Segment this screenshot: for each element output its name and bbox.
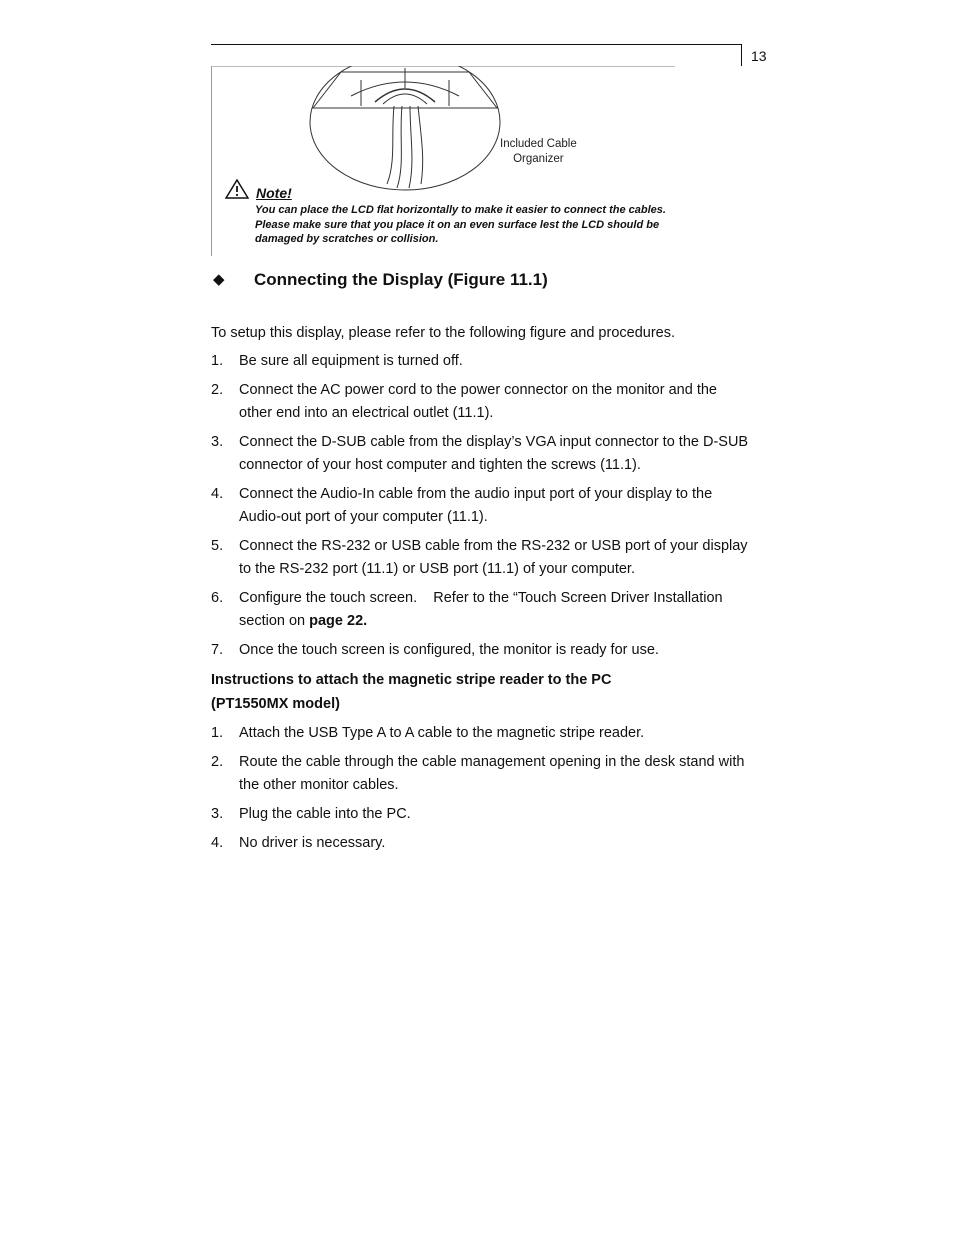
- list-item: 6. Configure the touch screen. Refer to the “Touch Screen Driver Installation section on page 22.: [211, 590, 727, 629]
- list-item: 2. Route the cable through the cable management opening in the desk stand with the other monitor cables.: [211, 754, 745, 793]
- figure-frame-left: [211, 66, 212, 256]
- note-title: Note!: [256, 185, 292, 201]
- intro-text: To setup this display, please refer to the following figure and procedures.: [211, 325, 675, 341]
- warning-triangle-icon: [225, 179, 249, 199]
- section-title: Connecting the Display (Figure 11.1): [254, 270, 548, 289]
- page-number: 13: [751, 48, 767, 64]
- page-reference: page 22.: [309, 613, 368, 629]
- header-rule: [211, 44, 741, 45]
- section-heading: [213, 270, 548, 290]
- list-item: 1. Attach the USB Type A to A cable to the magnetic stripe reader.: [211, 725, 645, 741]
- list-item: 5. Connect the RS-232 or USB cable from the RS-232 or USB port of your display to the RS-232 port (11.1) or USB port (11.1) of your computer.: [211, 538, 748, 577]
- list-item: 4. Connect the Audio-In cable from the audio input port of your display to the Audio-out port of your computer (11.1).: [211, 486, 713, 525]
- list-item: 4. No driver is necessary.: [211, 835, 386, 851]
- list-item: 2. Connect the AC power cord to the power connector on the monitor and the other end into an electrical outlet (11.1).: [211, 382, 717, 421]
- list-item: 1. Be sure all equipment is turned off.: [211, 353, 463, 369]
- reader-steps-list: [211, 722, 751, 861]
- instructions-heading: Instructions to attach the magnetic stripe reader to the PC (PT1550MX model): [211, 672, 612, 712]
- list-item: 3. Connect the D-SUB cable from the display’s VGA input connector to the D-SUB connector of your host computer and tighten the screws (11.1).: [211, 434, 749, 473]
- header-divider: [741, 44, 742, 66]
- cable-organizer-figure: [211, 66, 676, 256]
- diamond-bullet-icon: ◆: [213, 271, 225, 288]
- callout-label: Included Cable Organizer: [500, 138, 577, 165]
- list-item: 7. Once the touch screen is configured, the monitor is ready for use.: [211, 642, 659, 658]
- list-item: 3. Plug the cable into the PC.: [211, 806, 411, 822]
- monitor-stand-illustration: [301, 66, 601, 196]
- note-text: You can place the LCD flat horizontally to make it easier to connect the cables. Please make sure that you place it on an even surface lest the LCD should be damaged by scratches or collision.: [255, 204, 666, 245]
- setup-steps-list: [211, 350, 751, 668]
